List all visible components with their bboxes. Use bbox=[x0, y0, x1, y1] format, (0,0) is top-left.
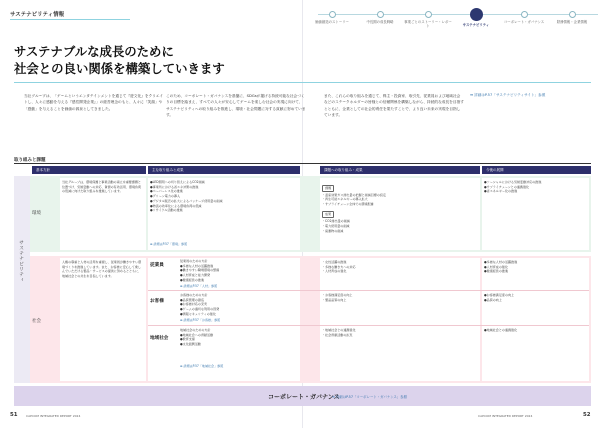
section-rule bbox=[14, 163, 591, 164]
nav-item-label: コーポレート・ガバナンス bbox=[503, 20, 545, 24]
page-number-right: 52 bbox=[583, 412, 591, 418]
nav-dot bbox=[521, 11, 528, 18]
soc-employees-challenges: ・女性活躍の推進 ・多様な働き方への対応 ・人材育成の強化 bbox=[322, 260, 356, 274]
chapter-navigation bbox=[315, 10, 598, 38]
soc-community-link[interactable]: ➡ 詳細はP.57「地域社会」参照 bbox=[180, 364, 224, 368]
nav-item-label: 中長期の成長戦略 bbox=[366, 20, 394, 24]
env-initiatives-list: ●LED照明への切り替えによるCO2削減 ●事業所における省エネ対策の推進 ●ペーパーレス化の推進 ●グリーン電力の導入 ●デジタル販売の拡大によるパッケージ使用量の削減 ●物流の効率化による環境負荷の低減 ●リサイクル活動の推進 bbox=[150, 180, 223, 213]
env-future-list: ●ソーシャルにおける気候変動対応の推進 ●サプライチェーンとの連携強化 ●省エネルギー化の推進 bbox=[484, 180, 542, 194]
governance-title: コーポレート・ガバナンス bbox=[268, 394, 340, 401]
soc-customers-list: お客様のための方針 ●品質管理の徹底 ●お客様対応の充実 ●ゲームの適切な利用の啓発 ●情報セキュリティの強化 bbox=[180, 293, 220, 316]
soc-community-future: ●地域社会との連携強化 bbox=[484, 328, 518, 332]
env-policy-text: 当社グループは、環境保護と事業活動の両立を重要課題と位置づけ、気候変動への対応、資源の有効活用、環境負荷の低減に向けた取り組みを推進しています。 bbox=[62, 180, 142, 194]
page-title bbox=[14, 44, 225, 77]
table-header-future: 今後の展開 bbox=[482, 166, 591, 174]
table-header-initiatives: 主な取り組みと成果 bbox=[148, 166, 300, 174]
sustainability-site-link[interactable]: ➡ 詳細はP.57「サステナビリティサイト」参照 bbox=[470, 93, 546, 97]
nav-dot-active bbox=[470, 8, 483, 21]
nav-dot bbox=[569, 11, 576, 18]
page-title-line-1: サステナブルな成長のために bbox=[14, 44, 174, 59]
footer-text-right: CAPCOM INTEGRATED REPORT 2024 bbox=[478, 414, 533, 418]
env-initiatives-link[interactable]: ➡ 詳細はP.57「環境」参照 bbox=[150, 242, 188, 246]
soc-customers-future: ●お客様満足度の向上 ●品質の向上 bbox=[484, 293, 515, 302]
subrow-title-customers: お客様 bbox=[150, 299, 164, 304]
soc-employees-link[interactable]: ➡ 詳細はP.57「人材」参照 bbox=[180, 284, 218, 288]
page-number-left: 51 bbox=[10, 412, 18, 418]
challenge-pill: 課題 bbox=[322, 185, 334, 192]
result-pill: 成果 bbox=[322, 211, 334, 218]
soc-customers-challenges: ・お客様満足度の向上 ・製品品質の向上 bbox=[322, 293, 353, 302]
title-rule bbox=[14, 82, 591, 83]
soc-customers-link[interactable]: ➡ 詳細はP.57「お客様」参照 bbox=[180, 318, 221, 322]
row-label-environment: 環境 bbox=[32, 211, 41, 216]
page-title-line-2: 社会との良い関係を構築していきます bbox=[14, 60, 225, 76]
nav-item-label: 財務情報・企業情報 bbox=[556, 20, 588, 24]
nav-dot bbox=[425, 11, 432, 18]
section-label: 取り組みと課題 bbox=[14, 158, 46, 163]
env-challenges-block bbox=[322, 180, 478, 248]
nav-dot bbox=[377, 11, 384, 18]
nav-item-label: 事業ごとのストーリー・レポート bbox=[404, 20, 452, 29]
env-results-text: ・CO2排出量の削減 ・電力使用量の削減 ・廃棄物の削減 bbox=[322, 219, 350, 233]
nav-item-financial[interactable] bbox=[548, 10, 596, 24]
header-rule bbox=[10, 19, 130, 20]
subrow-divider bbox=[148, 325, 589, 326]
intro-paragraph-3: また、これらの取り組みを通じて、株主・投資家、取引先、従業員および地域社会などのステークホルダーの皆様との信頼関係を構築しながら、持続的な成長を目指すとともに、企業としての社会的責任を果たすことで、より良い未来の実現を目指しています。 bbox=[324, 94, 464, 117]
nav-dot bbox=[329, 11, 336, 18]
soc-employees-future: ●多様な人材の活躍推進 ●人材育成の強化 ●健康経営の推進 bbox=[484, 260, 518, 274]
subrow-title-community: 地域社会 bbox=[150, 336, 169, 341]
soc-community-list: 地域社会のための方針 ●地域社会への貢献活動 ●教育支援 ●文化振興活動 bbox=[180, 328, 214, 347]
footer-text-left: CAPCOM INTEGRATED REPORT 2024 bbox=[26, 414, 81, 418]
governance-link[interactable]: ➡ 詳細はP.57「コーポレート・ガバナンス」参照 bbox=[332, 395, 407, 399]
nav-item-label: サステナビリティ bbox=[462, 23, 490, 27]
nav-item-governance[interactable] bbox=[500, 10, 548, 24]
vertical-category-label: サステナビリティ bbox=[18, 240, 23, 283]
subrow-divider bbox=[148, 290, 589, 291]
soc-community-challenges: ・地域社会との連携強化 ・社会貢献活動の拡充 bbox=[322, 328, 356, 337]
nav-item-growth-strategy[interactable] bbox=[356, 10, 404, 24]
nav-item-label: 価値創造のストーリー bbox=[315, 20, 349, 24]
soc-policy-text: 人権の尊重と人材の活用を重視し、従業員が働きやすい環境づくりを推進しています。また、お客様に安心して楽しんでいただける製品・サービスの提供に努めるとともに、地域社会との共生を目指しています。 bbox=[62, 260, 142, 279]
env-challenges-text: ・温室効果ガス排出量の把握と削減目標の設定 ・再生可能エネルギーの導入拡大 ・サプライチェーン全体での環境配慮 bbox=[322, 192, 386, 206]
section-header-label: サステナビリティ情報 bbox=[10, 12, 65, 18]
nav-item-value-story[interactable] bbox=[308, 10, 356, 24]
nav-item-sustainability[interactable] bbox=[452, 10, 500, 27]
table-header-policy: 基本方針 bbox=[32, 166, 146, 174]
table-header-challenges: 課題への取り組み・成果 bbox=[320, 166, 480, 174]
row-label-society: 社会 bbox=[32, 319, 41, 324]
soc-employees-list: 従業員のための方針 ●多様な人材の活躍推進 ●働きやすい職場環境の整備 ●人材育成と能力開発 ●健康経営の推進 bbox=[180, 259, 220, 282]
subrow-title-employees: 従業員 bbox=[150, 263, 164, 268]
nav-item-business-report[interactable] bbox=[404, 10, 452, 28]
intro-paragraph-1: 当社グループは、「ゲームというエンタテインメントを通じて『遊文化』をクリエイトし、人々に感動を与える『感性開発企業』」の経営理念のもと、人々に「笑顔」や「感動」を与えることを価値の源泉としてきました。 bbox=[24, 94, 164, 111]
intro-paragraph-2: このため、コーポレート・ガバナンスを基盤に、SDGsが掲げる持続可能な社会づくりの目標を踏まえ、すべての人々が安心してゲームを楽しむ社会の実現に向けて、サステナビリティへの取り組みを推進し、環境・社会問題に対する貢献に努めています。 bbox=[166, 94, 306, 117]
